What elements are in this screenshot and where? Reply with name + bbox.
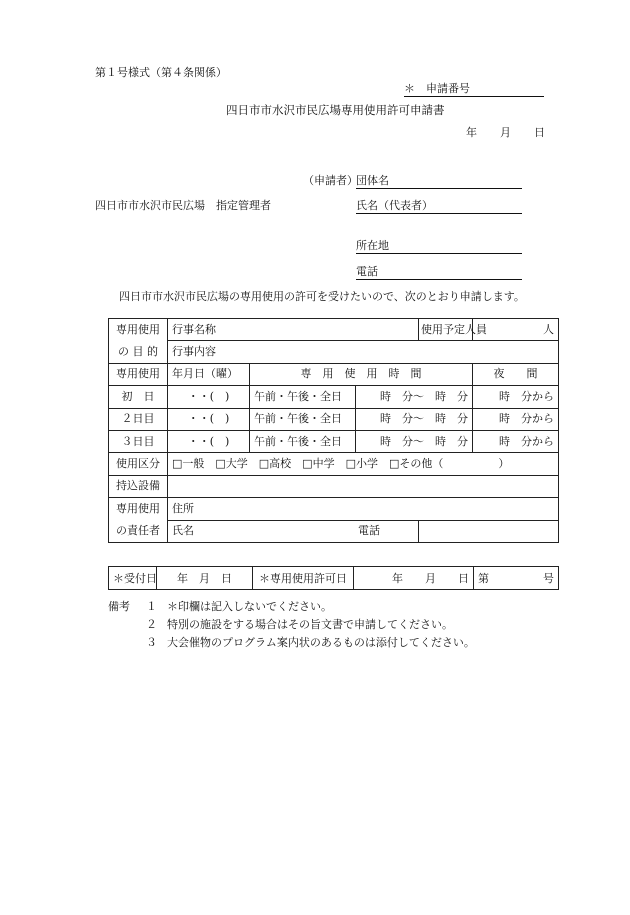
note-number: ２ bbox=[146, 618, 157, 631]
representative-name-field[interactable] bbox=[356, 199, 522, 214]
manager-phone-cell[interactable] bbox=[358, 520, 559, 542]
permit-number-cell[interactable] bbox=[474, 567, 559, 590]
phone-field[interactable] bbox=[356, 265, 522, 280]
notes-label: 備考 bbox=[108, 600, 130, 613]
table-row bbox=[109, 453, 559, 475]
application-statement: 四日市市水沢市民広場の専用使用の許可を受けたいので、次のとおり申請します。 bbox=[119, 290, 525, 303]
table-row bbox=[109, 475, 559, 497]
applicant-label: （申請者） bbox=[303, 174, 358, 187]
night-header: 夜 間 bbox=[473, 363, 559, 385]
day-ampm-cell[interactable]: 午前・午後・全日 bbox=[250, 430, 356, 452]
date-month: 月 bbox=[500, 126, 511, 139]
day-time-cell[interactable]: 時 分～ 時 分 bbox=[356, 386, 473, 408]
event-name-label: 行事名称 bbox=[172, 322, 216, 336]
table-row bbox=[109, 363, 559, 385]
time-header: 専 用 使 用 時 間 bbox=[250, 363, 473, 385]
equipment-label: 持込設備 bbox=[109, 475, 168, 497]
day-time-cell[interactable]: 時 分～ 時 分 bbox=[356, 408, 473, 430]
expected-users-label: 使用予定人員 bbox=[419, 319, 473, 341]
received-label: ＊受付日 bbox=[109, 567, 157, 590]
permit-date-cell[interactable]: 年 月 日 bbox=[354, 567, 474, 590]
day-ampm-cell[interactable]: 午前・午後・全日 bbox=[250, 408, 356, 430]
phone-label: 電話 bbox=[356, 265, 378, 278]
application-table bbox=[108, 318, 559, 543]
application-number-label: ＊ 申請番号 bbox=[404, 82, 470, 95]
group-name-field[interactable] bbox=[356, 174, 522, 189]
manager-address-label: 住所 bbox=[172, 501, 194, 515]
manager-address-cell[interactable] bbox=[168, 498, 559, 520]
table-row bbox=[109, 386, 559, 408]
note-text: ＊印欄は記入しないでください。 bbox=[167, 600, 332, 613]
day-ampm-cell[interactable]: 午前・午後・全日 bbox=[250, 386, 356, 408]
table-row bbox=[109, 520, 559, 542]
address-label: 所在地 bbox=[356, 239, 389, 252]
manager-label-2: の責任者 bbox=[109, 520, 168, 542]
note-text: 特別の施設をする場合はその旨文書で申請してください。 bbox=[167, 618, 453, 631]
document-title: 四日市市水沢市民広場専用使用許可申請書 bbox=[226, 103, 445, 117]
permit-number-prefix: 第 bbox=[478, 572, 489, 585]
day-label: ３日目 bbox=[109, 430, 168, 452]
group-name-label: 団体名 bbox=[356, 174, 389, 187]
note-number: ３ bbox=[146, 636, 157, 649]
address-field[interactable] bbox=[356, 239, 522, 254]
manager-name-cell[interactable] bbox=[168, 520, 419, 542]
representative-name-label: 氏名（代表者） bbox=[356, 199, 433, 212]
application-number-field[interactable] bbox=[404, 82, 544, 97]
day-night-cell[interactable]: 時 分から bbox=[473, 386, 559, 408]
date-year: 年 bbox=[466, 126, 477, 139]
table-row bbox=[109, 341, 559, 363]
received-date-cell[interactable]: 年 月 日 bbox=[157, 567, 253, 590]
day-night-cell[interactable]: 時 分から bbox=[473, 408, 559, 430]
permit-label: ＊専用使用許可日 bbox=[253, 567, 354, 590]
day-night-cell[interactable]: 時 分から bbox=[473, 430, 559, 452]
manager-label-1: 専用使用 bbox=[109, 498, 168, 520]
purpose-label-1: 専用使用 bbox=[109, 319, 168, 341]
event-content-label: 行事内容 bbox=[172, 345, 216, 359]
manager-phone-label: 電話 bbox=[358, 524, 381, 538]
table-row bbox=[109, 498, 559, 520]
table-row bbox=[109, 408, 559, 430]
purpose-label-2: の 目 的 bbox=[109, 341, 168, 363]
table-row bbox=[109, 567, 559, 590]
event-content-cell[interactable] bbox=[168, 341, 559, 363]
date-header: 年月日（曜） bbox=[168, 363, 250, 385]
category-label: 使用区分 bbox=[109, 453, 168, 475]
day-date-cell[interactable]: ・・( ) bbox=[168, 408, 250, 430]
date-day: 日 bbox=[534, 126, 545, 139]
office-use-table bbox=[108, 566, 559, 590]
day-label: 初 日 bbox=[109, 386, 168, 408]
recipient: 四日市市水沢市民広場 指定管理者 bbox=[95, 199, 271, 212]
manager-name-label: 氏名 bbox=[172, 524, 194, 538]
category-options[interactable]: □一般 □大学 □高校 □中学 □小学 □その他（ ） bbox=[168, 453, 559, 475]
table-row bbox=[109, 430, 559, 452]
day-label: ２日目 bbox=[109, 408, 168, 430]
period-label: 専用使用 bbox=[109, 363, 168, 385]
note-text: 大会催物のプログラム案内状のあるものは添付してください。 bbox=[167, 636, 475, 649]
table-row bbox=[109, 319, 559, 341]
day-time-cell[interactable]: 時 分～ 時 分 bbox=[356, 430, 473, 452]
equipment-cell[interactable] bbox=[168, 475, 559, 497]
form-number: 第１号様式（第４条関係） bbox=[95, 66, 227, 79]
note-number: １ bbox=[146, 600, 157, 613]
persons-unit: 人 bbox=[543, 322, 555, 336]
event-name-cell[interactable] bbox=[168, 319, 419, 341]
day-date-cell[interactable]: ・・( ) bbox=[168, 386, 250, 408]
permit-number-suffix: 号 bbox=[543, 572, 554, 585]
day-date-cell[interactable]: ・・( ) bbox=[168, 430, 250, 452]
